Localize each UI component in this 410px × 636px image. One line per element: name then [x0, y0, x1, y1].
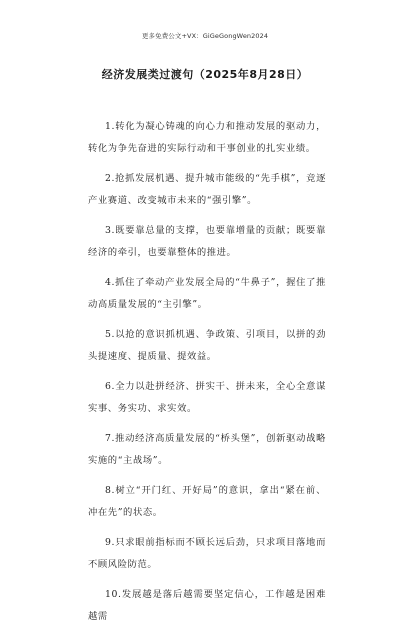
paragraph: 4.抓住了牵动产业发展全局的“牛鼻子”，握住了推动高质量发展的“主引擎”。: [88, 277, 326, 310]
paragraph: 8.树立“开门红、开好局”的意识，拿出“紧在前、冲在先”的状态。: [88, 485, 326, 518]
document-body: [88, 116, 326, 636]
paragraph: 10.发展越是落后越需要坚定信心，工作越是困难越需: [88, 589, 326, 622]
paragraph: 9.只求眼前指标而不顾长远后劲，只求项目落地而不顾风险防范。: [88, 537, 326, 570]
document-title: 经济发展类过渡句（2025年8月28日）: [101, 68, 309, 81]
paragraph: 6.全力以赴拼经济、拼实干、拼未来，全心全意谋实事、务实功、求实效。: [88, 381, 326, 414]
paragraph: 2.抢抓发展机遇、提升城市能级的“先手棋”，竞逐产业赛道、改变城市未来的“强引擎”。: [88, 173, 326, 206]
paragraph: 5.以抢的意识抓机遇、争政策、引项目，以拼的劲头提速度、提质量、提效益。: [88, 329, 326, 362]
paragraph: 7.推动经济高质量发展的“桥头堡”，创新驱动战略实施的“主战场”。: [88, 433, 326, 466]
paragraph: 1.转化为凝心铸魂的向心力和推动发展的驱动力，转化为争先奋进的实际行动和干事创业的扎实业绩。: [88, 121, 326, 154]
paragraph: 3.既要靠总量的支撑，也要靠增量的贡献；既要靠经济的牵引，也要靠整体的推进。: [88, 225, 326, 258]
header-note: 更多免费公文+VX：GiGeGongWen2024: [141, 32, 269, 40]
